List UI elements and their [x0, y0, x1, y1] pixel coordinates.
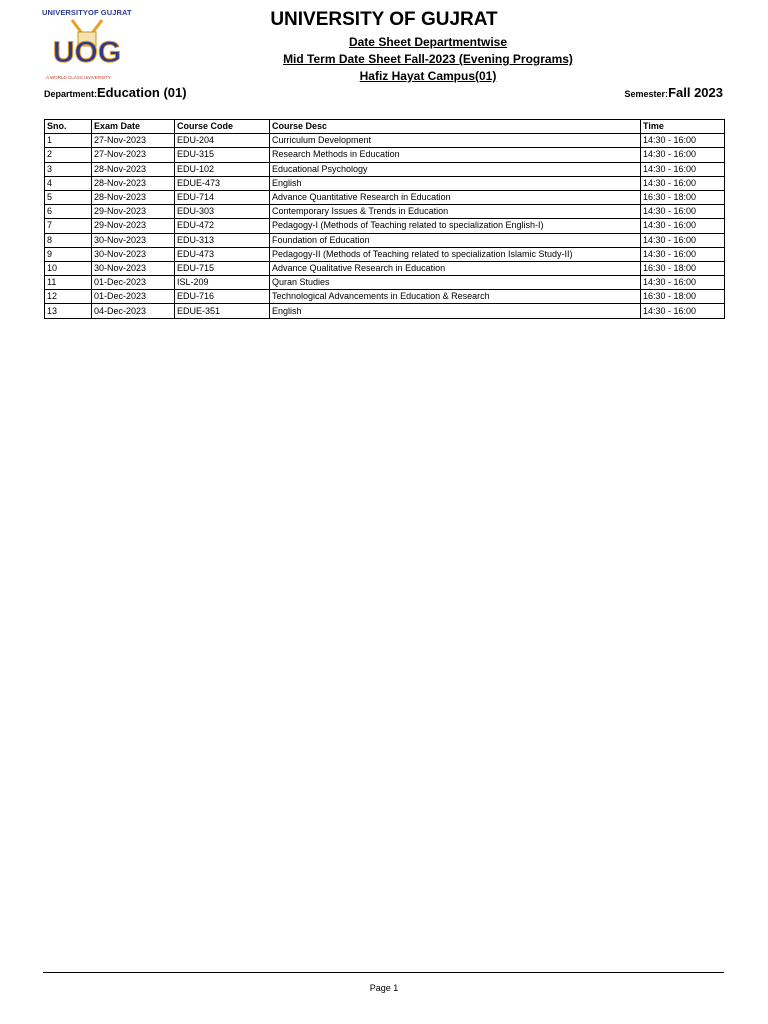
table-row [45, 205, 725, 219]
table-row [45, 162, 725, 176]
page-number: Page 1 [369, 983, 399, 993]
sno-cell: 7 [45, 219, 92, 233]
table-row [45, 304, 725, 318]
course-code-cell: EDU-102 [175, 162, 270, 176]
course-desc-cell: Foundation of Education [270, 233, 641, 247]
time-cell: 14:30 - 16:00 [641, 304, 725, 318]
course-code-cell: EDUE-351 [175, 304, 270, 318]
course-desc-cell: English [270, 176, 641, 190]
exam-date-cell: 30-Nov-2023 [92, 247, 175, 261]
course-desc-cell: Pedagogy-I (Methods of Teaching related to specialization English-I) [270, 219, 641, 233]
sno-cell: 3 [45, 162, 92, 176]
subtitle-campus [0, 69, 768, 83]
sno-cell: 13 [45, 304, 92, 318]
course-desc-cell: Research Methods in Education [270, 148, 641, 162]
semester-value: Fall 2023 [668, 85, 723, 100]
table-row [45, 190, 725, 204]
course-desc-cell: Contemporary Issues & Trends in Education [270, 205, 641, 219]
exam-date-cell: 27-Nov-2023 [92, 148, 175, 162]
time-cell: 14:30 - 16:00 [641, 205, 725, 219]
time-cell: 14:30 - 16:00 [641, 219, 725, 233]
table-row [45, 219, 725, 233]
sno-cell: 2 [45, 148, 92, 162]
logo-letters: UOG [52, 36, 122, 69]
table-row [45, 261, 725, 275]
column-header: Exam Date [92, 120, 175, 134]
course-desc-cell: Advance Quantitative Research in Education [270, 190, 641, 204]
sno-cell: 6 [45, 205, 92, 219]
course-desc-cell: Technological Advancements in Education & Research [270, 290, 641, 304]
course-code-cell: EDUE-473 [175, 176, 270, 190]
exam-date-cell: 30-Nov-2023 [92, 233, 175, 247]
course-code-cell: EDU-714 [175, 190, 270, 204]
sno-cell: 1 [45, 134, 92, 148]
university-title: UNIVERSITY OF GUJRAT [270, 9, 498, 30]
course-code-cell: EDU-204 [175, 134, 270, 148]
column-header: Course Code [175, 120, 270, 134]
table-row [45, 148, 725, 162]
time-cell: 14:30 - 16:00 [641, 162, 725, 176]
course-desc-cell: English [270, 304, 641, 318]
sno-cell: 10 [45, 261, 92, 275]
exam-date-cell: 01-Dec-2023 [92, 290, 175, 304]
sno-cell: 12 [45, 290, 92, 304]
course-code-cell: EDU-303 [175, 205, 270, 219]
table-row [45, 233, 725, 247]
exam-date-cell: 27-Nov-2023 [92, 134, 175, 148]
exam-date-cell: 29-Nov-2023 [92, 205, 175, 219]
time-cell: 16:30 - 18:00 [641, 261, 725, 275]
course-code-cell: EDU-716 [175, 290, 270, 304]
sno-cell: 9 [45, 247, 92, 261]
course-desc-cell: Pedagogy-II (Methods of Teaching related to specialization Islamic Study-II) [270, 247, 641, 261]
time-cell: 14:30 - 16:00 [641, 148, 725, 162]
column-header: Sno. [45, 120, 92, 134]
sno-cell: 4 [45, 176, 92, 190]
logo-top-text: UNIVERSITYOF GUJRAT [42, 8, 132, 17]
course-desc-cell: Educational Psychology [270, 162, 641, 176]
time-cell: 14:30 - 16:00 [641, 233, 725, 247]
exam-date-cell: 04-Dec-2023 [92, 304, 175, 318]
time-cell: 14:30 - 16:00 [641, 176, 725, 190]
course-code-cell: EDU-472 [175, 219, 270, 233]
exam-date-cell: 28-Nov-2023 [92, 190, 175, 204]
course-desc-cell: Quran Studies [270, 276, 641, 290]
subtitle-date-sheet-text: Date Sheet Departmentwise [348, 35, 508, 49]
time-cell: 14:30 - 16:00 [641, 247, 725, 261]
table-row [45, 276, 725, 290]
sno-cell: 5 [45, 190, 92, 204]
logo-tagline: A WORLD CLASS UNIVERSITY [46, 75, 112, 80]
table-row [45, 290, 725, 304]
course-code-cell: EDU-473 [175, 247, 270, 261]
time-cell: 16:30 - 18:00 [641, 190, 725, 204]
sno-cell: 11 [45, 276, 92, 290]
time-cell: 14:30 - 16:00 [641, 134, 725, 148]
subtitle-date-sheet [0, 35, 768, 49]
course-code-cell: ISL-209 [175, 276, 270, 290]
department-label: Department: [44, 89, 98, 99]
subtitle-mid-term [0, 52, 768, 66]
table-row [45, 176, 725, 190]
footer-divider [43, 972, 724, 973]
exam-date-cell: 28-Nov-2023 [92, 176, 175, 190]
table-row [45, 134, 725, 148]
column-header: Time [641, 120, 725, 134]
sno-cell: 8 [45, 233, 92, 247]
subtitle-campus-text: Hafiz Hayat Campus(01) [359, 69, 497, 83]
date-sheet-table [44, 119, 725, 319]
course-code-cell: EDU-715 [175, 261, 270, 275]
department-value: Education (01) [97, 85, 187, 100]
subtitle-mid-term-text: Mid Term Date Sheet Fall-2023 (Evening Programs) [283, 52, 573, 66]
exam-date-cell: 30-Nov-2023 [92, 261, 175, 275]
course-code-cell: EDU-313 [175, 233, 270, 247]
course-desc-cell: Curriculum Development [270, 134, 641, 148]
semester-field [625, 85, 723, 100]
time-cell: 14:30 - 16:00 [641, 276, 725, 290]
time-cell: 16:30 - 18:00 [641, 290, 725, 304]
department-field [44, 85, 187, 100]
table-row [45, 247, 725, 261]
exam-date-cell: 29-Nov-2023 [92, 219, 175, 233]
exam-date-cell: 01-Dec-2023 [92, 276, 175, 290]
semester-label: Semester: [624, 89, 669, 99]
course-code-cell: EDU-315 [175, 148, 270, 162]
table-header-row [45, 120, 725, 134]
exam-date-cell: 28-Nov-2023 [92, 162, 175, 176]
course-desc-cell: Advance Qualitative Research in Education [270, 261, 641, 275]
column-header: Course Desc [270, 120, 641, 134]
